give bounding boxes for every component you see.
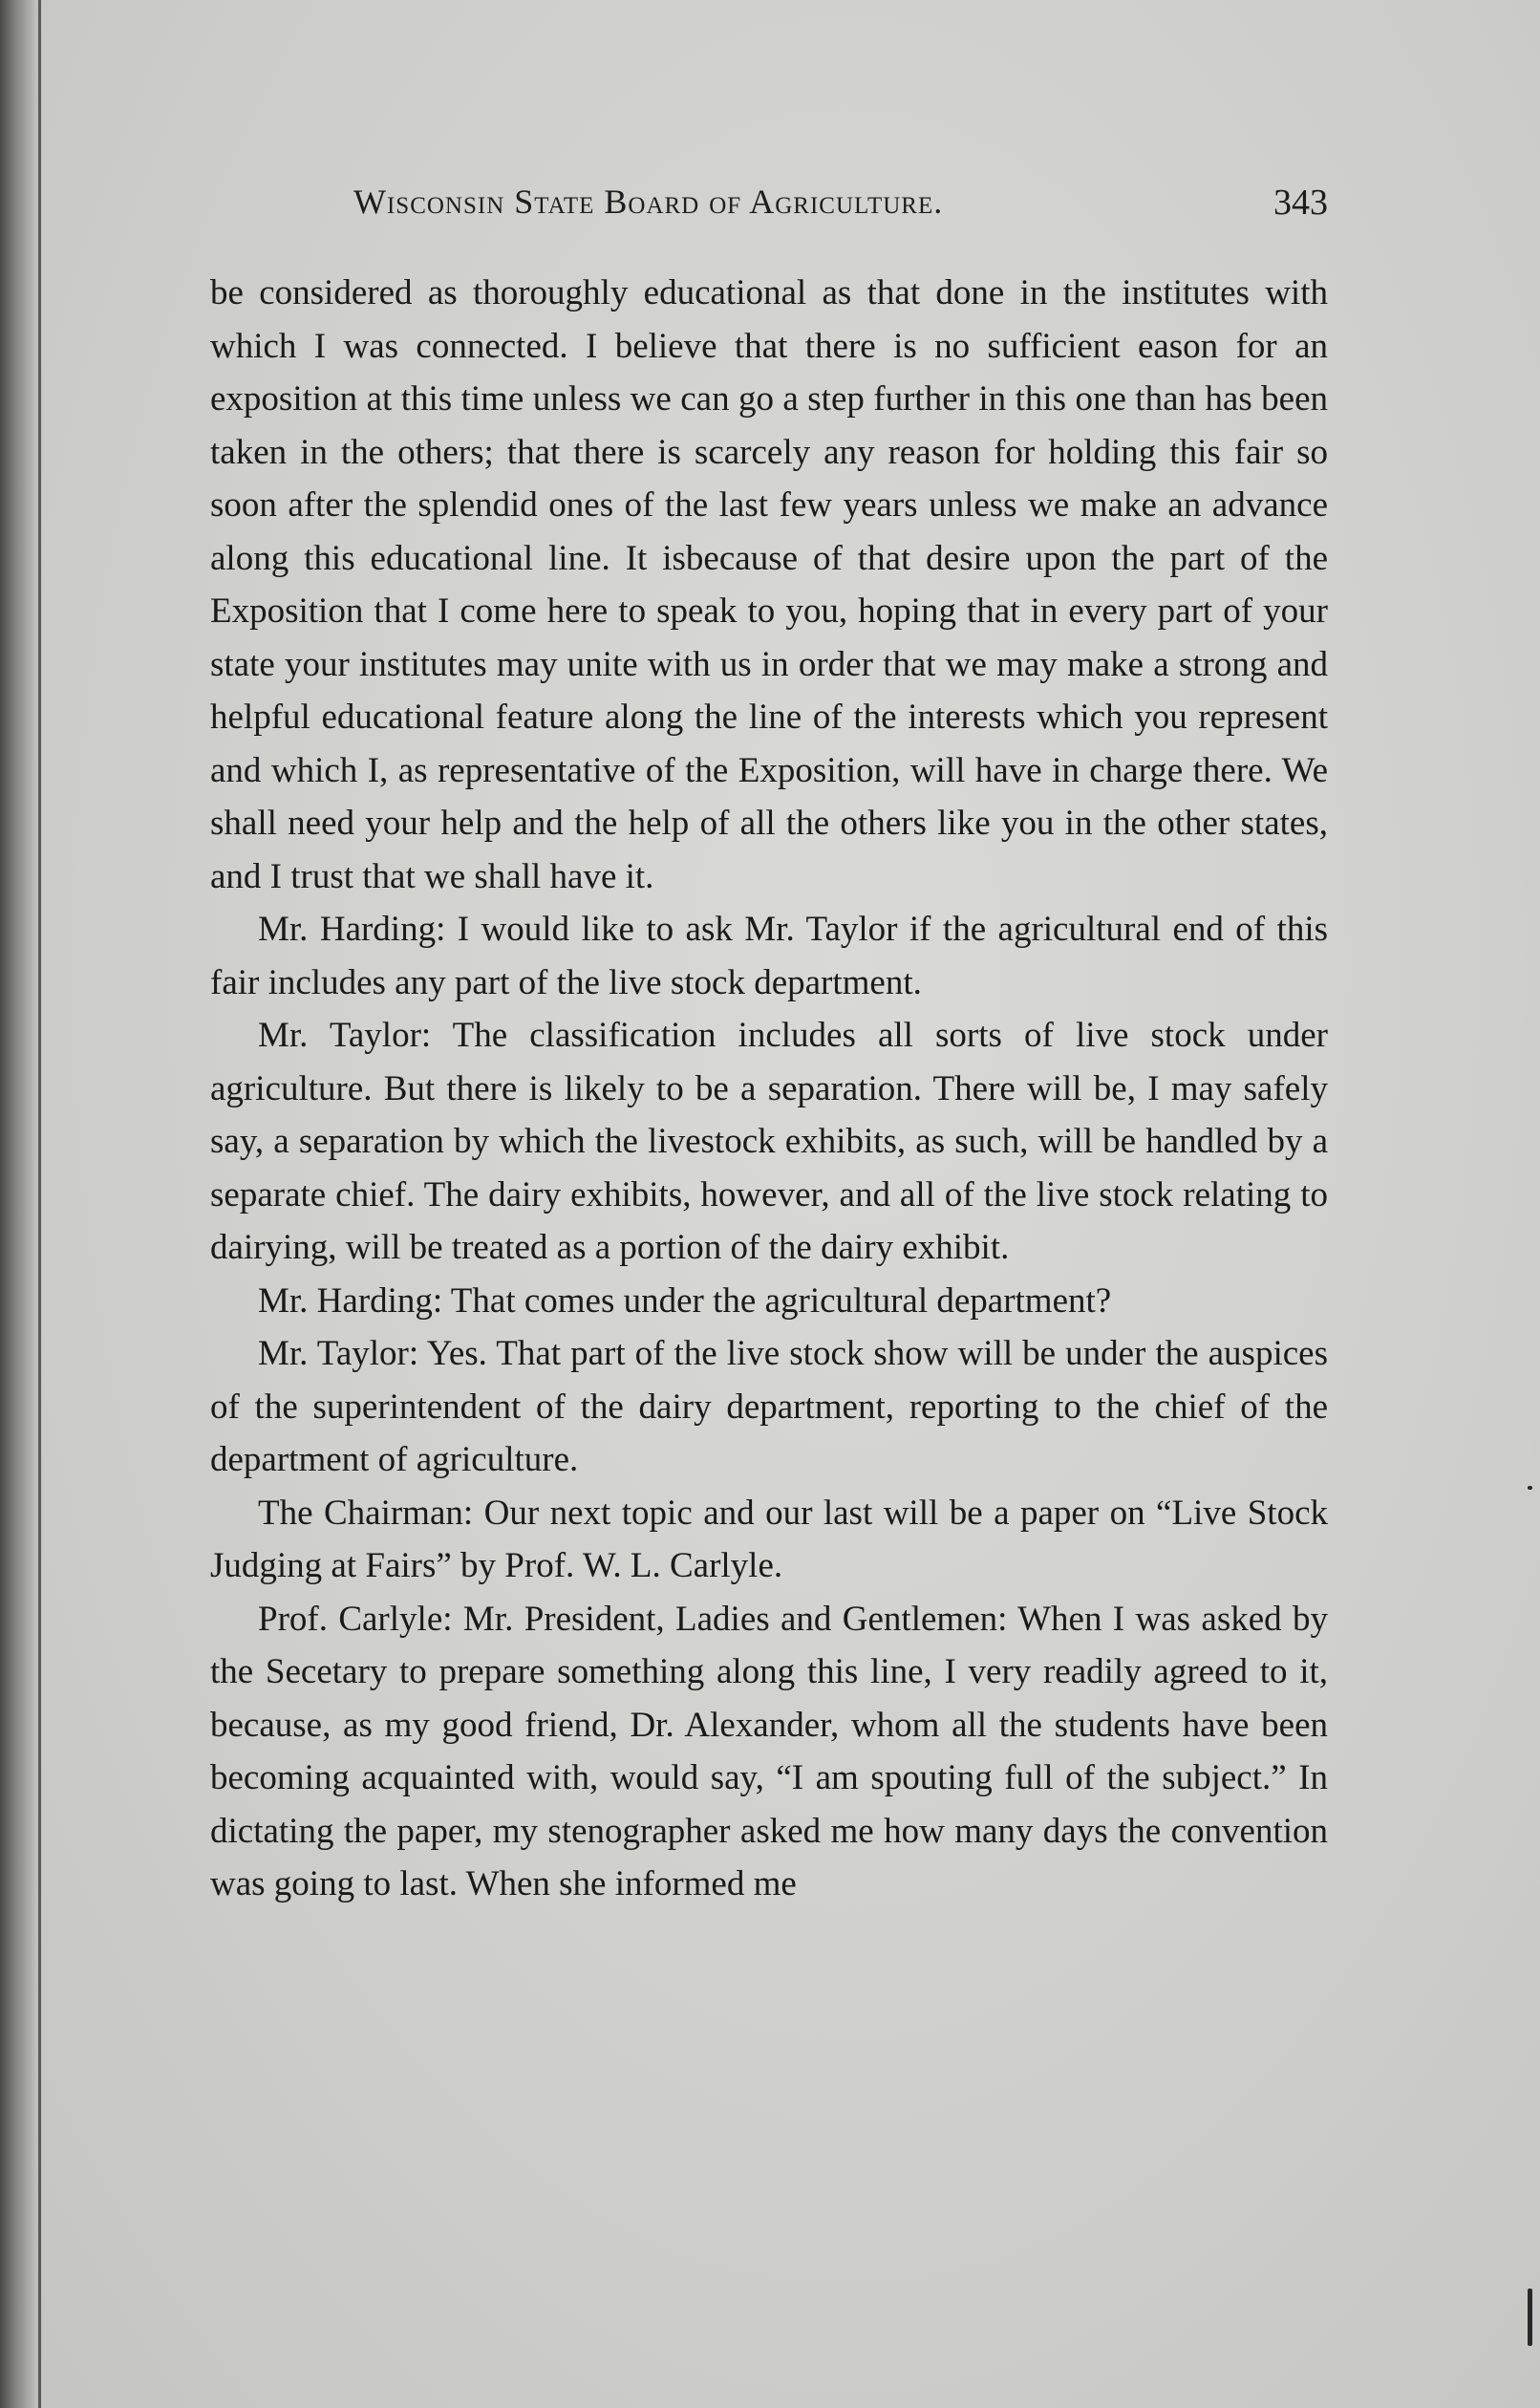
speaker-label: Prof. Carlyle: <box>258 1599 453 1639</box>
paragraph-text: I would like to ask Mr. Taylor if the agricultural end of this fair includes any part of the live stock department. <box>210 910 1329 1002</box>
running-title: Wisconsin State Board of Agriculture. <box>353 183 944 221</box>
scan-speck <box>1528 1486 1532 1490</box>
speaker-label: Mr. Harding: <box>258 1280 443 1321</box>
scan-speck <box>1528 2289 1532 2346</box>
paragraph <box>210 1009 1328 1275</box>
speaker-label: Mr. Taylor: <box>258 1016 432 1055</box>
paragraph <box>210 1275 1328 1328</box>
book-spine-edge <box>38 0 41 2408</box>
paragraph-text: The classification includes all sorts of live stock under agriculture. But there is likely to be a separation. There will be, I may safely say, a separation by which the livestock exhibits, as such, will be handled by a separate chief. The dairy exhibits, however, and all of the live stock relating to dairying, will be treated as a portion of the dairy exhibit. <box>210 1016 1328 1267</box>
paragraph <box>210 267 1328 903</box>
paragraph-text: be considered as thoroughly educational as that done in the institutes with which I was connected. I believe that there is no sufficient eason for an exposition at this time unless we can go a step further in this one than has been taken in the others; that there is scarcely any reason for holding this fair so soon after the splendid ones of the last few years unless we make an advance along this educational line. It isbecause of that desire upon the part of the Exposition that I come here to speak to you, hoping that in every part of your state your institutes may unite with us in order that we may make a strong and helpful educational feature along the line of the interests which you represent and which I, as representative of the Exposition, will have in charge there. We shall need your help and the help of all the others like you in the other states, and I trust that we shall have it. <box>210 273 1328 896</box>
paragraph-text: That comes under the agricultural department? <box>450 1280 1112 1321</box>
paragraph <box>210 1487 1328 1593</box>
body-text <box>210 267 1328 1911</box>
paragraph-text: Mr. President, Ladies and Gentlemen: When I was asked by the Secetary to prepare something along this line, I very readily agreed to it, because, as my good friend, Dr. Alexander, whom all the students have been becoming acquainted with, would say, “I am spouting full of the subject.” In dictating the paper, my stenographer asked me how many days the convention was going to last. When she informed me <box>210 1599 1329 1903</box>
speaker-label: Mr. Harding: <box>258 910 446 949</box>
speaker-label: Mr. Taylor: <box>258 1334 419 1373</box>
paragraph-text: Yes. That part of the live stock show will be under the auspices of the superintendent of the dairy department, reporting to the chief of the department of agriculture. <box>210 1334 1328 1479</box>
paragraph-text: Our next topic and our last will be a paper on “Live Stock Judging at Fairs” by Prof. W. L. Carlyle. <box>210 1493 1328 1585</box>
page-header <box>210 182 1328 239</box>
paragraph <box>210 1327 1328 1487</box>
paragraph <box>210 1593 1328 1911</box>
speaker-label: The Chairman: <box>258 1493 474 1533</box>
page-number: 343 <box>1273 183 1328 223</box>
paragraph <box>210 903 1328 1009</box>
